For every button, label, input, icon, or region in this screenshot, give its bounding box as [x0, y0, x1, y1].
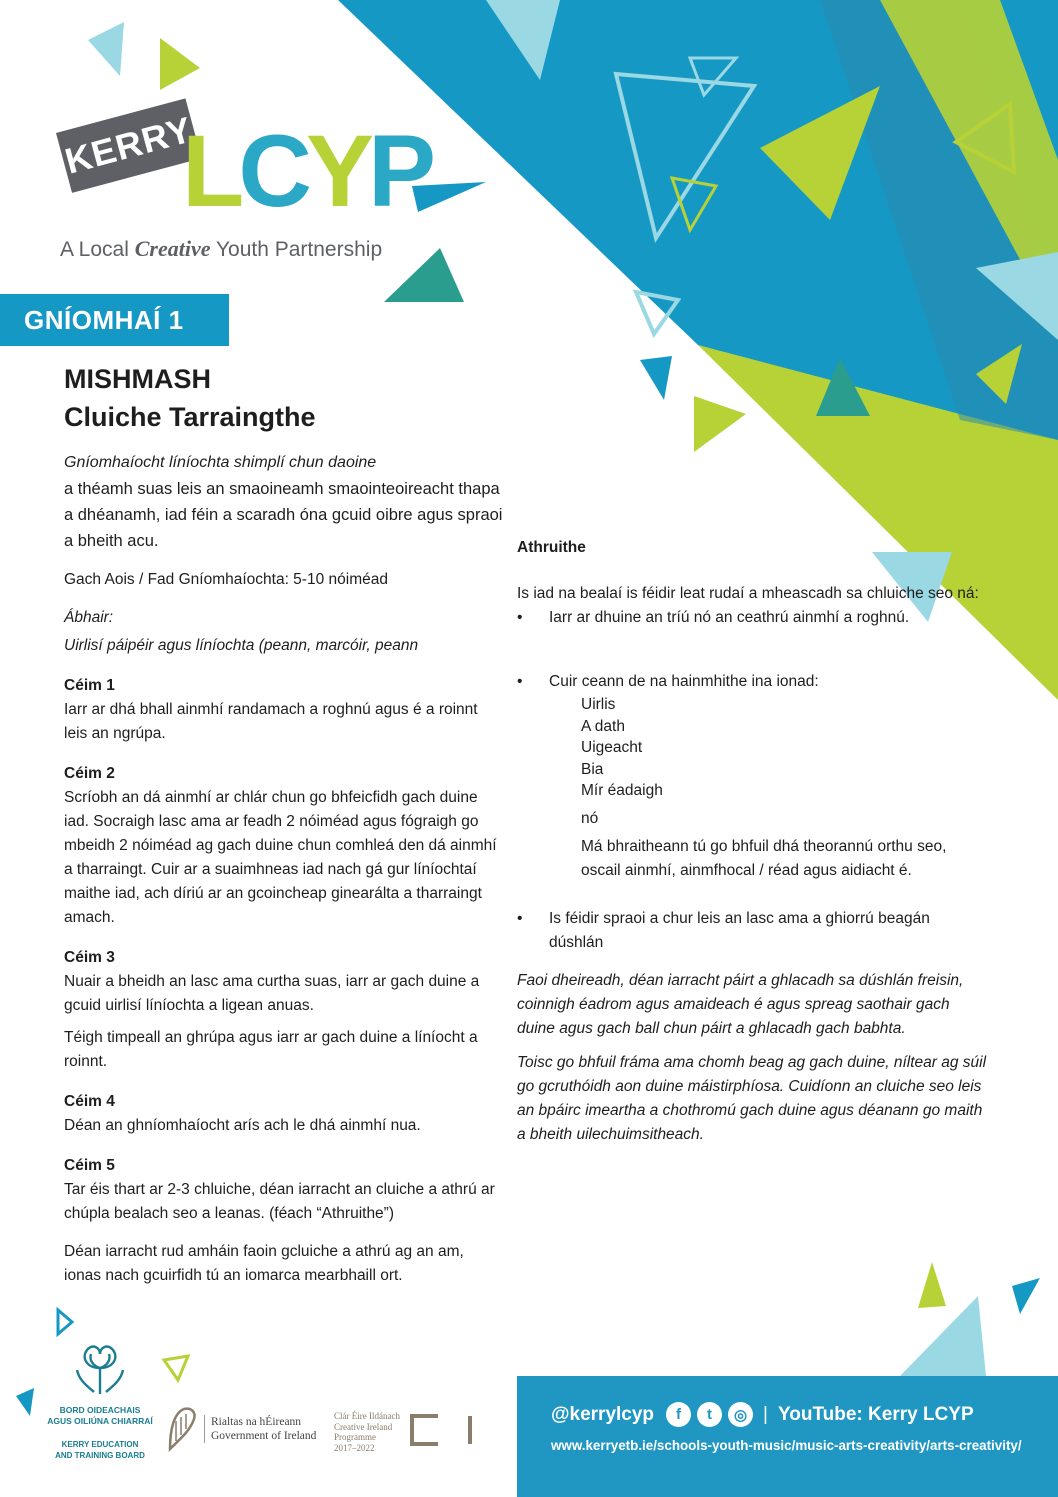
variations-intro: Is iad na bealaí is féidir leat rudaí a mheascadh sa chluiche seo ná:	[517, 585, 979, 602]
government-logo	[164, 1405, 316, 1453]
outline-triangle-bottom-1	[164, 1356, 188, 1380]
left-column	[64, 450, 504, 1288]
harp-icon	[164, 1405, 198, 1453]
list-item: Mír éadaigh	[581, 782, 663, 799]
list-item: Uirlis	[581, 696, 616, 713]
right-column	[517, 536, 987, 1147]
variation-bullet-3: • Is féidir spraoi a chur leis an lasc ama a ghiorrú beagán dúshlán	[517, 910, 930, 951]
creative-ireland-mark-icon	[410, 1414, 476, 1446]
lime-triangle-bottom	[918, 1262, 946, 1308]
etb-text-ga: BORD OIDEACHAIS AGUS OILIÚNA CHIARRAÍ	[47, 1405, 153, 1426]
step-2-text: Scríobh an dá ainmhí ar chlár chun go bhfeicfidh gach duine iad. Socraigh lasc ama ar feadh 2 nóiméad agus fógraigh go mbeidh 2 nóiméad ag gach duine chun comhleá den dá ainmhí a tharraingt. Cuir ar a suaimhneas iad nach gá gur líníochtaí maithe iad, ach díriú ar an gcoincheap ginearálta a tharraingt amach.	[64, 789, 497, 926]
age-duration: Gach Aois / Fad Gníomhaíochta: 5-10 nóiméad	[64, 571, 388, 588]
lime-triangle-3	[694, 396, 746, 452]
light-triangle-bottom	[900, 1296, 986, 1376]
variation-bullet-2: • Cuir ceann de na hainmhithe ina ionad:	[517, 673, 819, 690]
twitter-icon[interactable]: t	[697, 1402, 722, 1427]
kerry-logo-text: KERRY	[60, 108, 197, 182]
step-3-heading: Céim 3	[64, 949, 115, 966]
activity-banner: GNÍOMHAÍ 1	[0, 294, 229, 346]
or-word: nó	[581, 809, 599, 827]
gov-text-ga: Rialtas na hÉireann	[211, 1416, 302, 1428]
outline-triangle-bottom-2	[58, 1310, 72, 1334]
lime-triangle-logo	[160, 38, 200, 90]
step-4-heading: Céim 4	[64, 1093, 115, 1110]
variations-heading: Athruithe	[517, 539, 586, 556]
closing-paragraph-2: Toisc go bhfuil fráma ama chomh beag ag gach duine, níltear ag súil go gcruthóidh aon duine máistirphíosa. Cuidíonn an cluiche seo leis an bpáirc imeartha a chothromú gach duine agus déanann go maith a bheith uilechuimsitheach.	[517, 1054, 987, 1143]
footer-bar	[517, 1376, 1058, 1497]
materials-heading: Ábhair:	[64, 609, 114, 626]
teal-triangle-bottom-2	[16, 1388, 34, 1416]
closing-paragraph-1: Faoi dheireadh, déan iarracht páirt a ghlacadh sa dúshlán freisin, coinnigh éadrom agus amaideach é agus spreag saothair gach duine agus gach ball chun páirt a ghlacadh gach babhta.	[517, 972, 964, 1037]
etb-text-en: KERRY EDUCATION AND TRAINING BOARD	[55, 1440, 145, 1460]
step-5-text-2: Déan iarracht rud amháin faoin gcluiche a athrú ag an am, ionas nach gcuirfidh tú an iomarca mearbhaill ort.	[64, 1243, 464, 1284]
website-link[interactable]: www.kerryetb.ie/schools-youth-music/music-arts-creativity/arts-creativity/	[551, 1438, 1022, 1453]
dark-teal-triangle-logo	[384, 248, 464, 302]
lcyp-logo: LCYP	[182, 114, 431, 228]
list-item: A dath	[581, 717, 625, 735]
footer-social-row: @kerrylcyp f t ◎ | YouTube: Kerry LCYP	[551, 1402, 974, 1427]
intro-italic: Gníomhaíocht líníochta shimplí chun daoine	[64, 454, 377, 471]
replace-list	[517, 694, 987, 802]
social-handle[interactable]: @kerrylcyp	[551, 1403, 655, 1425]
creative-ireland-logo: Clár Éire Ildánach Creative Ireland Programme 2017–2022	[334, 1411, 400, 1453]
facebook-icon[interactable]: f	[666, 1402, 691, 1427]
list-item: Bia	[581, 760, 604, 778]
variation-bullet-1: • Iarr ar dhuine an tríú nó an ceathrú ainmhí a roghnú.	[517, 609, 910, 626]
intro-text: a théamh suas leis an smaoineamh smaointeoireacht thapa a dhéanamh, iad féin a scaradh óna gcuid oibre agus spraoi a bheith acu.	[64, 480, 503, 550]
logo-tagline: A Local Creative Youth Partnership	[60, 236, 383, 261]
page-title: MISHMASH Cluiche Tarraingthe	[64, 364, 316, 432]
step-1-text: Iarr ar dhá bhall ainmhí randamach a roghnú agus é a roinnt leis an ngrúpa.	[64, 701, 478, 742]
step-3-text-2: Téigh timpeall an ghrúpa agus iarr ar gach duine a líníocht a roinnt.	[64, 1029, 478, 1070]
youtube-link[interactable]: YouTube: Kerry LCYP	[777, 1403, 974, 1425]
step-3-text: Nuair a bheidh an lasc ama curtha suas, iarr ar gach duine a gcuid uirlisí líníochta a ligean anuas.	[64, 973, 480, 1014]
easy-note: Má bhraitheann tú go bhfuil dhá theorannú orthu seo, oscail ainmhí, ainmfhocal / réad agus aidiacht é.	[581, 838, 947, 879]
gov-text-en: Government of Ireland	[211, 1430, 317, 1442]
tree-icon	[67, 1340, 133, 1396]
step-5-heading: Céim 5	[64, 1157, 115, 1174]
etb-logo	[40, 1340, 160, 1461]
step-5-text: Tar éis thart ar 2-3 chluiche, déan iarracht an cluiche a athrú ar chúpla bealach seo a leanas. (féach “Athruithe”)	[64, 1181, 495, 1222]
instagram-icon[interactable]: ◎	[728, 1402, 753, 1427]
light-triangle-logo	[88, 22, 124, 76]
teal-triangle-2	[640, 356, 672, 400]
materials-text: Uirlisí páipéir agus líníochta (peann, marcóir, peann	[64, 637, 419, 654]
step-1-heading: Céim 1	[64, 677, 115, 694]
list-item: Uigeacht	[581, 739, 643, 756]
step-2-heading: Céim 2	[64, 765, 115, 782]
step-4-text: Déan an ghníomhaíocht arís ach le dhá ainmhí nua.	[64, 1117, 421, 1134]
teal-triangle-bottom	[1012, 1278, 1040, 1314]
